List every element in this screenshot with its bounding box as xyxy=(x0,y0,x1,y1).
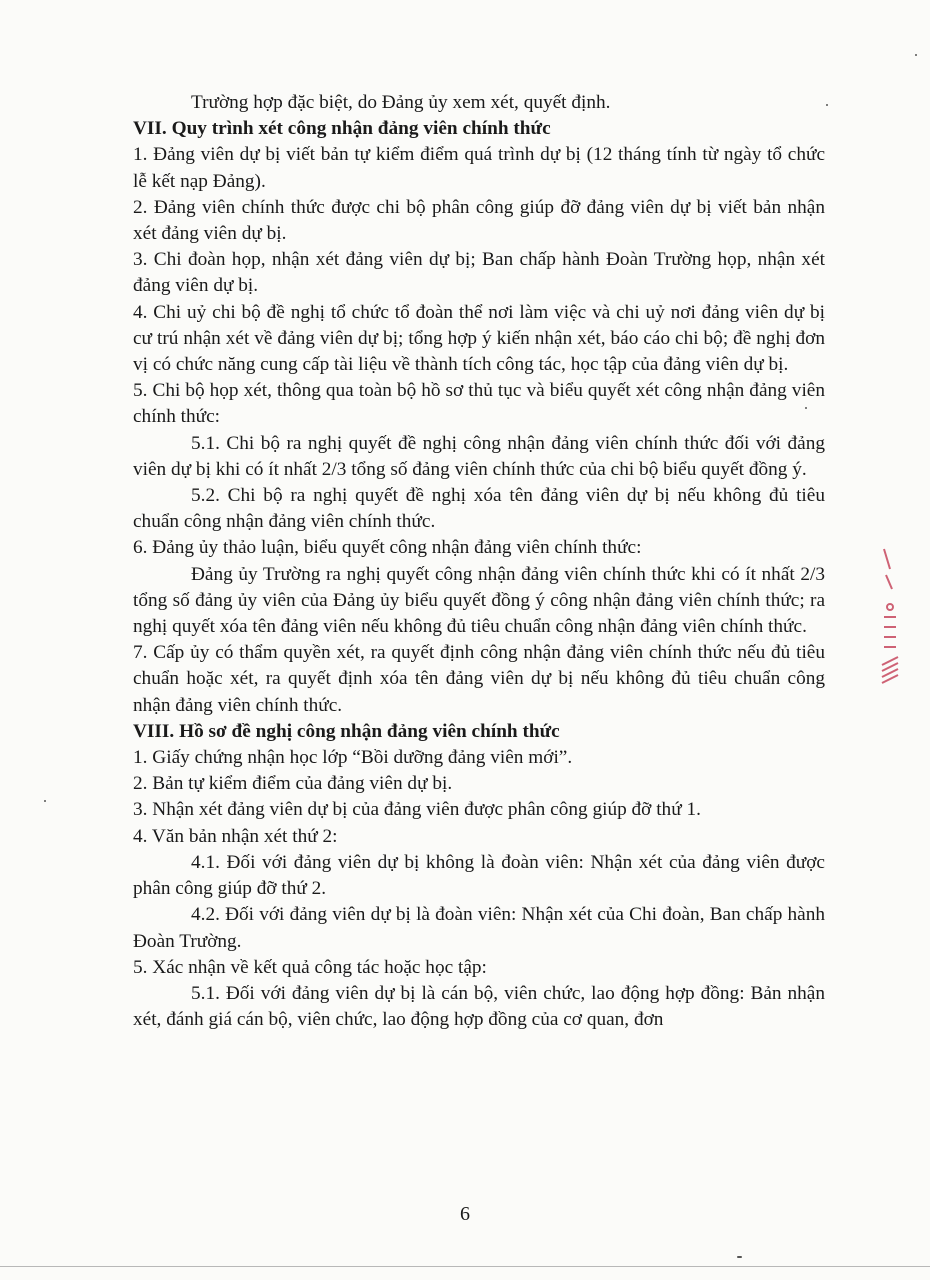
scan-speck xyxy=(826,104,828,106)
paragraph: 5.1. Chi bộ ra nghị quyết đề nghị công nhận đảng viên chính thức đối với đảng viên dự bị khi có ít nhất 2/3 tổng số đảng viên chính thức của chi bộ biểu quyết đồng ý. xyxy=(133,432,825,480)
scan-speck xyxy=(805,407,807,409)
paragraph: 5. Chi bộ họp xét, thông qua toàn bộ hồ sơ thủ tục và biểu quyết xét công nhận đảng viên chính thức: xyxy=(133,380,825,428)
paragraph: 5. Xác nhận về kết quả công tác hoặc học tập: xyxy=(133,956,487,978)
scan-speck xyxy=(44,800,46,802)
paragraph: Đảng ủy Trường ra nghị quyết công nhận đảng viên chính thức khi có ít nhất 2/3 tổng số đảng ủy viên của Đảng ủy biểu quyết đồng ý công nhận đảng viên chính thức; ra nghị quyết xóa tên đảng viên nếu không đủ tiêu chuẩn công nhận đảng viên chính thức. xyxy=(133,563,825,638)
scan-speck xyxy=(915,54,917,56)
paragraph: 4. Văn bản nhận xét thứ 2: xyxy=(133,825,338,847)
section-heading: VII. Quy trình xét công nhận đảng viên chính thức xyxy=(133,118,551,140)
paragraph: 4.1. Đối với đảng viên dự bị không là đoàn viên: Nhận xét của đảng viên được phân công giúp đỡ thứ 2. xyxy=(133,851,825,900)
paragraph: 2. Bản tự kiểm điểm của đảng viên dự bị. xyxy=(133,773,453,795)
paragraph: 4.2. Đối với đảng viên dự bị là đoàn viên: Nhận xét của Chi đoàn, Ban chấp hành Đoàn Trường. xyxy=(133,904,825,952)
scan-speck xyxy=(737,1256,742,1258)
paragraph: 2. Đảng viên chính thức được chi bộ phân công giúp đỡ đảng viên dự bị viết bản nhận xét đảng viên dự bị. xyxy=(133,196,825,245)
paragraph: 6. Đảng ủy thảo luận, biểu quyết công nhận đảng viên chính thức: xyxy=(133,537,642,559)
paragraph: 3. Chi đoàn họp, nhận xét đảng viên dự bị; Ban chấp hành Đoàn Trường họp, nhận xét đảng viên dự bị. xyxy=(133,249,825,297)
paragraph: 3. Nhận xét đảng viên dự bị của đảng viên được phân công giúp đỡ thứ 1. xyxy=(133,799,701,821)
document-body xyxy=(133,90,825,1033)
section-heading: VIII. Hồ sơ đề nghị công nhận đảng viên chính thức xyxy=(133,720,560,742)
paragraph: Trường hợp đặc biệt, do Đảng ủy xem xét, quyết định. xyxy=(191,92,611,113)
page-number: 6 xyxy=(460,1203,470,1225)
paragraph: 7. Cấp ủy có thẩm quyền xét, ra quyết định công nhận đảng viên chính thức nếu đủ tiêu chuẩn hoặc xét, ra quyết định xóa tên đảng viên dự bị nếu không đủ tiêu chuẩn công nhận đảng viên chính thức. xyxy=(133,642,825,716)
margin-stamp-icon xyxy=(872,545,912,695)
paragraph: 4. Chi uỷ chi bộ đề nghị tổ chức tổ đoàn thể nơi làm việc và chi uỷ nơi đảng viên dự bị cư trú nhận xét về đảng viên dự bị; tổng hợp ý kiến nhận xét, báo cáo chi bộ; đề nghị đơn vị có chức năng cung cấp tài liệu về thành tích công tác, học tập của đảng viên dự bị. xyxy=(133,301,825,376)
paragraph: 5.2. Chi bộ ra nghị quyết đề nghị xóa tên đảng viên dự bị nếu không đủ tiêu chuẩn công nhận đảng viên chính thức. xyxy=(133,485,825,533)
paragraph: 1. Giấy chứng nhận học lớp “Bồi dưỡng đảng viên mới”. xyxy=(133,747,573,769)
paragraph: 5.1. Đối với đảng viên dự bị là cán bộ, viên chức, lao động hợp đồng: Bản nhận xét, đánh giá cán bộ, viên chức, lao động hợp đồng của cơ quan, đơn xyxy=(133,982,825,1031)
paragraph: 1. Đảng viên dự bị viết bản tự kiểm điểm quá trình dự bị (12 tháng tính từ ngày tổ chức lễ kết nạp Đảng). xyxy=(133,144,825,192)
scan-edge-line xyxy=(0,1266,930,1267)
